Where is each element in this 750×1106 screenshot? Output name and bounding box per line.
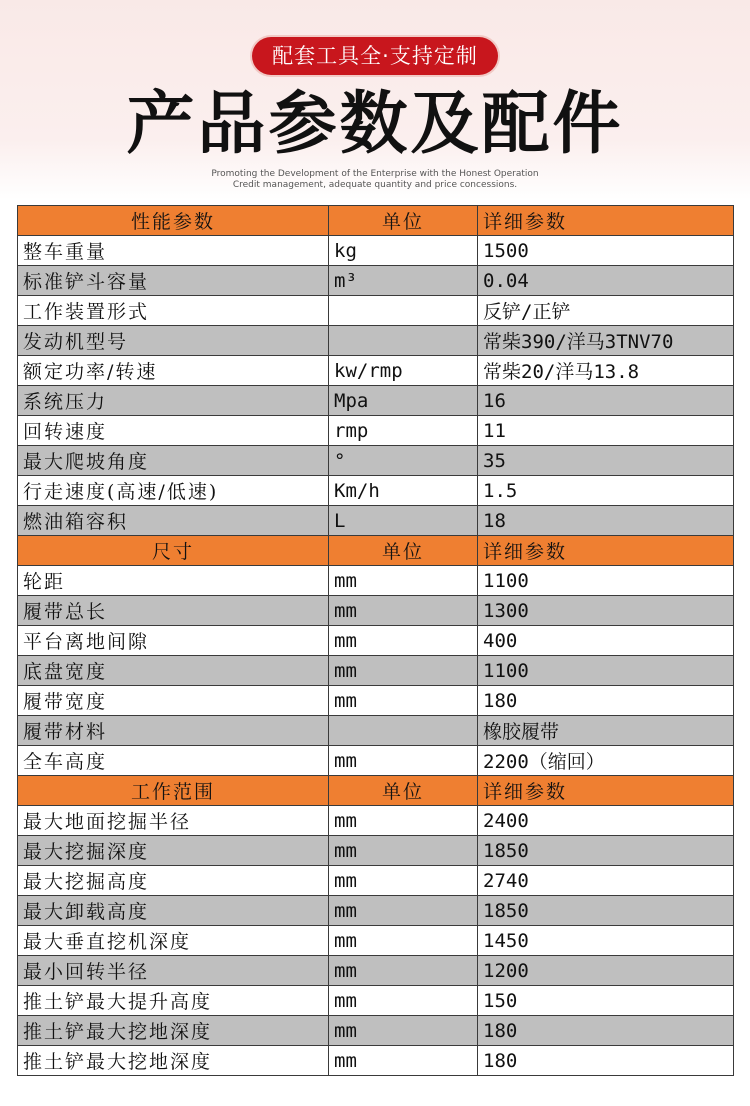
param-name-cell: 系统压力 (18, 386, 329, 416)
param-unit-cell: L (329, 506, 478, 536)
param-value-cell: 180 (478, 686, 734, 716)
section-header-cell: 性能参数 (18, 206, 329, 236)
param-value-cell: 1450 (478, 926, 734, 956)
param-name-cell: 最大垂直挖机深度 (18, 926, 329, 956)
param-value-cell: 180 (478, 1046, 734, 1076)
table-row (18, 956, 734, 986)
section-header-cell: 单位 (329, 206, 478, 236)
param-unit-cell: rmp (329, 416, 478, 446)
param-name-cell: 履带材料 (18, 716, 329, 746)
param-name-cell: 燃油箱容积 (18, 506, 329, 536)
param-value-cell: 橡胶履带 (478, 716, 734, 746)
table-row (18, 416, 734, 446)
param-unit-cell: mm (329, 566, 478, 596)
section-header-row (18, 536, 734, 566)
section-header-cell: 单位 (329, 776, 478, 806)
param-value-cell: 11 (478, 416, 734, 446)
param-unit-cell: mm (329, 926, 478, 956)
section-header-cell: 详细参数 (478, 776, 734, 806)
param-name-cell: 履带宽度 (18, 686, 329, 716)
param-unit-cell: mm (329, 866, 478, 896)
param-value-cell: 1.5 (478, 476, 734, 506)
param-name-cell: 最小回转半径 (18, 956, 329, 986)
param-value-cell: 35 (478, 446, 734, 476)
param-name-cell: 轮距 (18, 566, 329, 596)
param-name-cell: 行走速度(高速/低速) (18, 476, 329, 506)
table-row (18, 326, 734, 356)
subtitle-line-1: Promoting the Development of the Enterprise with the Honest Operation (211, 169, 539, 179)
table-row (18, 896, 734, 926)
param-unit-cell: mm (329, 896, 478, 926)
param-value-cell: 1100 (478, 566, 734, 596)
param-value-cell: 2400 (478, 806, 734, 836)
table-row (18, 236, 734, 266)
table-row (18, 596, 734, 626)
param-name-cell: 推土铲最大挖地深度 (18, 1016, 329, 1046)
param-unit-cell: mm (329, 746, 478, 776)
table-row (18, 356, 734, 386)
param-value-cell: 18 (478, 506, 734, 536)
table-row (18, 266, 734, 296)
param-value-cell: 1850 (478, 836, 734, 866)
table-row (18, 506, 734, 536)
param-name-cell: 标准铲斗容量 (18, 266, 329, 296)
table-row (18, 716, 734, 746)
param-value-cell: 150 (478, 986, 734, 1016)
table-row (18, 296, 734, 326)
param-unit-cell: kw/rmp (329, 356, 478, 386)
param-value-cell: 1500 (478, 236, 734, 266)
table-row (18, 926, 734, 956)
table-row (18, 806, 734, 836)
param-unit-cell: mm (329, 836, 478, 866)
param-name-cell: 回转速度 (18, 416, 329, 446)
param-value-cell: 常柴20/洋马13.8 (478, 356, 734, 386)
param-name-cell: 推土铲最大提升高度 (18, 986, 329, 1016)
param-unit-cell: mm (329, 956, 478, 986)
param-name-cell: 最大卸载高度 (18, 896, 329, 926)
param-name-cell: 最大爬坡角度 (18, 446, 329, 476)
param-unit-cell: mm (329, 806, 478, 836)
param-name-cell: 最大地面挖掘半径 (18, 806, 329, 836)
param-name-cell: 全车高度 (18, 746, 329, 776)
table-row (18, 866, 734, 896)
param-unit-cell (329, 296, 478, 326)
param-unit-cell: mm (329, 626, 478, 656)
table-row (18, 1016, 734, 1046)
table-row (18, 476, 734, 506)
section-header-row (18, 206, 734, 236)
section-header-cell: 详细参数 (478, 206, 734, 236)
param-unit-cell (329, 716, 478, 746)
table-row (18, 446, 734, 476)
param-value-cell: 0.04 (478, 266, 734, 296)
param-name-cell: 整车重量 (18, 236, 329, 266)
param-name-cell: 履带总长 (18, 596, 329, 626)
param-unit-cell: mm (329, 986, 478, 1016)
param-value-cell: 16 (478, 386, 734, 416)
section-header-cell: 单位 (329, 536, 478, 566)
param-unit-cell: kg (329, 236, 478, 266)
param-value-cell: 2200（缩回） (478, 746, 734, 776)
param-name-cell: 最大挖掘高度 (18, 866, 329, 896)
param-name-cell: 推土铲最大挖地深度 (18, 1046, 329, 1076)
table-row (18, 836, 734, 866)
param-unit-cell: Mpa (329, 386, 478, 416)
table-row (18, 986, 734, 1016)
table-row (18, 386, 734, 416)
param-name-cell: 工作装置形式 (18, 296, 329, 326)
param-unit-cell: m³ (329, 266, 478, 296)
param-unit-cell: mm (329, 1046, 478, 1076)
param-name-cell: 底盘宽度 (18, 656, 329, 686)
param-unit-cell: Km/h (329, 476, 478, 506)
subtitle-line-2: Credit management, adequate quantity and price concessions. (232, 180, 518, 190)
page-title: 产品参数及配件 (126, 85, 624, 164)
param-name-cell: 最大挖掘深度 (18, 836, 329, 866)
param-value-cell: 1100 (478, 656, 734, 686)
spec-table (17, 205, 734, 1076)
param-value-cell: 1300 (478, 596, 734, 626)
param-unit-cell: ° (329, 446, 478, 476)
table-row (18, 656, 734, 686)
param-name-cell: 平台离地间隙 (18, 626, 329, 656)
promo-badge: 配套工具全·支持定制 (252, 37, 498, 75)
param-value-cell: 2740 (478, 866, 734, 896)
param-unit-cell: mm (329, 596, 478, 626)
param-unit-cell: mm (329, 686, 478, 716)
table-row (18, 746, 734, 776)
param-name-cell: 发动机型号 (18, 326, 329, 356)
table-row (18, 686, 734, 716)
table-row (18, 566, 734, 596)
table-row (18, 626, 734, 656)
param-value-cell: 1200 (478, 956, 734, 986)
param-unit-cell: mm (329, 1016, 478, 1046)
table-row (18, 1046, 734, 1076)
param-value-cell: 1850 (478, 896, 734, 926)
section-header-cell: 工作范围 (18, 776, 329, 806)
param-value-cell: 常柴390/洋马3TNV70 (478, 326, 734, 356)
param-value-cell: 400 (478, 626, 734, 656)
param-unit-cell (329, 326, 478, 356)
section-header-cell: 详细参数 (478, 536, 734, 566)
param-value-cell: 180 (478, 1016, 734, 1046)
param-unit-cell: mm (329, 656, 478, 686)
param-name-cell: 额定功率/转速 (18, 356, 329, 386)
section-header-cell: 尺寸 (18, 536, 329, 566)
param-value-cell: 反铲/正铲 (478, 296, 734, 326)
section-header-row (18, 776, 734, 806)
